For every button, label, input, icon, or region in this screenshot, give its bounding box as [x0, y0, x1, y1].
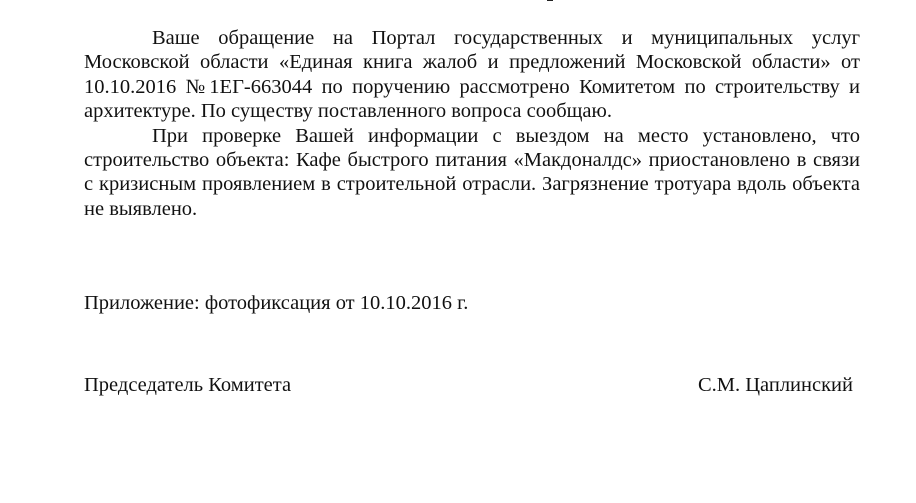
paragraph-inspection-result: При проверке Вашей информации с выездом на место установлено, что строительство объекта: Кафе быстрого питания «Макдоналдс» приостановлено в связи с кризисным проявлением в строительной отрасли. Загрязнение тротуара вдоль объекта не выявлено.	[84, 124, 860, 220]
letter-body	[84, 26, 860, 221]
attachment-note: Приложение: фотофиксация от 10.10.2016 г.	[84, 292, 469, 314]
paragraph-appeal-reviewed: Ваше обращение на Портал государственных и муниципальных услуг Московской области «Единая книга жалоб и предложений Московской области» от 10.10.2016 №1ЕГ-663044 по поручению рассмотрено Комитетом по строительству и архитектуре. По существу поставленного вопроса сообщаю.	[84, 27, 860, 123]
page-edge-mark	[547, 0, 553, 1]
signatory-name: С.М. Цаплинский	[697, 374, 853, 396]
signatory-title: Председатель Комитета	[84, 374, 292, 396]
